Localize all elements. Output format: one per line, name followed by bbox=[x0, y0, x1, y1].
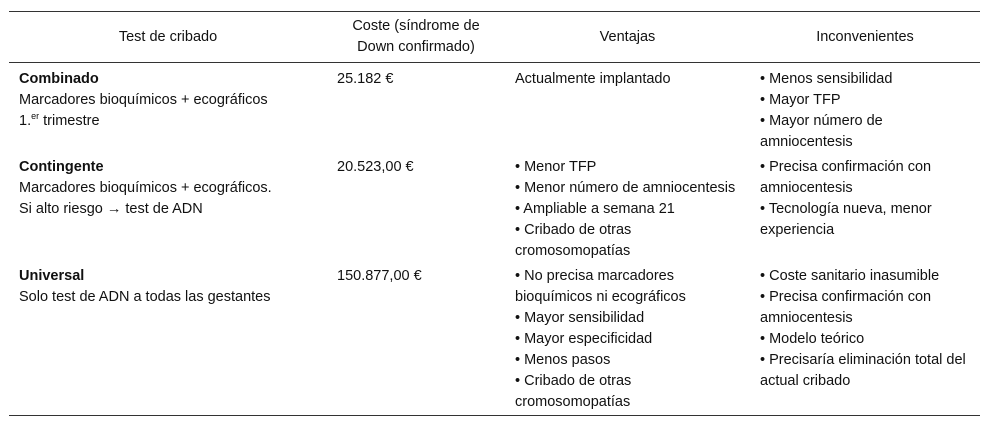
header-disadvantages: Inconvenientes bbox=[750, 12, 980, 63]
cell-advantages bbox=[505, 63, 750, 156]
disadvantage-item: • Precisa confirmación con amniocentesis bbox=[760, 289, 932, 326]
screening-comparison-table bbox=[9, 11, 980, 416]
trimester-prefix: 1. bbox=[19, 113, 32, 129]
cell-test bbox=[9, 63, 327, 156]
header-cost bbox=[327, 12, 505, 63]
advantage-item: • Cribado de otras cromosomopatías bbox=[515, 222, 632, 259]
disadvantage-item: • Modelo teórico bbox=[760, 331, 865, 347]
advantage-item: • Menos pasos bbox=[515, 352, 611, 368]
cell-disadvantages bbox=[750, 264, 980, 415]
cell-cost: 20.523,00 € bbox=[337, 159, 414, 175]
cell-advantages bbox=[505, 264, 750, 415]
disadvantage-item: • Mayor TFP bbox=[760, 92, 841, 108]
table-header bbox=[9, 12, 980, 63]
trimester-superscript: er bbox=[31, 111, 40, 122]
trimester-suffix: trimestre bbox=[39, 113, 100, 129]
header-cost-line2: Down confirmado) bbox=[357, 39, 475, 55]
test-name: Contingente bbox=[19, 159, 104, 175]
table-row-contingente bbox=[9, 155, 980, 264]
disadvantage-item: • Mayor número de amniocentesis bbox=[760, 113, 883, 150]
test-description: Marcadores bioquímicos + ecográficos. bbox=[19, 180, 272, 196]
header-test: Test de cribado bbox=[9, 12, 327, 63]
cell-cost: 25.182 € bbox=[337, 71, 394, 87]
advantage-item: • Mayor especificidad bbox=[515, 331, 653, 347]
test-description: Solo test de ADN a todas las gestantes bbox=[19, 289, 271, 305]
cell-advantages bbox=[505, 155, 750, 264]
advantage-item: • Cribado de otras cromosomopatías bbox=[515, 373, 632, 410]
cell-cost: 150.877,00 € bbox=[337, 268, 422, 284]
cell-test bbox=[9, 155, 327, 264]
disadvantage-item: • Tecnología nueva, menor experiencia bbox=[760, 201, 932, 238]
header-cost-line1: Coste (síndrome de bbox=[352, 18, 480, 34]
disadvantage-item: • Precisa confirmación con amniocentesis bbox=[760, 159, 932, 196]
disadvantage-item: • Menos sensibilidad bbox=[760, 71, 893, 87]
advantage-item: • No precisa marcadores bioquímicos ni ecográficos bbox=[515, 268, 686, 305]
test-description-trimester bbox=[19, 111, 321, 132]
test-description: Marcadores bioquímicos + ecográficos bbox=[19, 92, 268, 108]
cell-disadvantages bbox=[750, 63, 980, 156]
advantage-item: • Mayor sensibilidad bbox=[515, 310, 645, 326]
table-row-universal bbox=[9, 264, 980, 415]
test-name: Combinado bbox=[19, 71, 99, 87]
table bbox=[9, 12, 980, 415]
header-row bbox=[9, 12, 980, 63]
advantage-item: Actualmente implantado bbox=[515, 71, 671, 87]
disadvantage-item: • Precisaría eliminación total del actual cribado bbox=[760, 352, 966, 389]
test-name: Universal bbox=[19, 268, 85, 284]
table-row-combinado bbox=[9, 63, 980, 156]
table-body bbox=[9, 63, 980, 416]
cell-test bbox=[9, 264, 327, 415]
advantage-item: • Menor número de amniocentesis bbox=[515, 180, 736, 196]
cell-disadvantages bbox=[750, 155, 980, 264]
advantage-item: • Menor TFP bbox=[515, 159, 597, 175]
test-description-risk: Si alto riesgo → test de ADN bbox=[19, 201, 203, 217]
advantage-item: • Ampliable a semana 21 bbox=[515, 201, 675, 217]
disadvantage-item: • Coste sanitario inasumible bbox=[760, 268, 940, 284]
header-advantages: Ventajas bbox=[505, 12, 750, 63]
